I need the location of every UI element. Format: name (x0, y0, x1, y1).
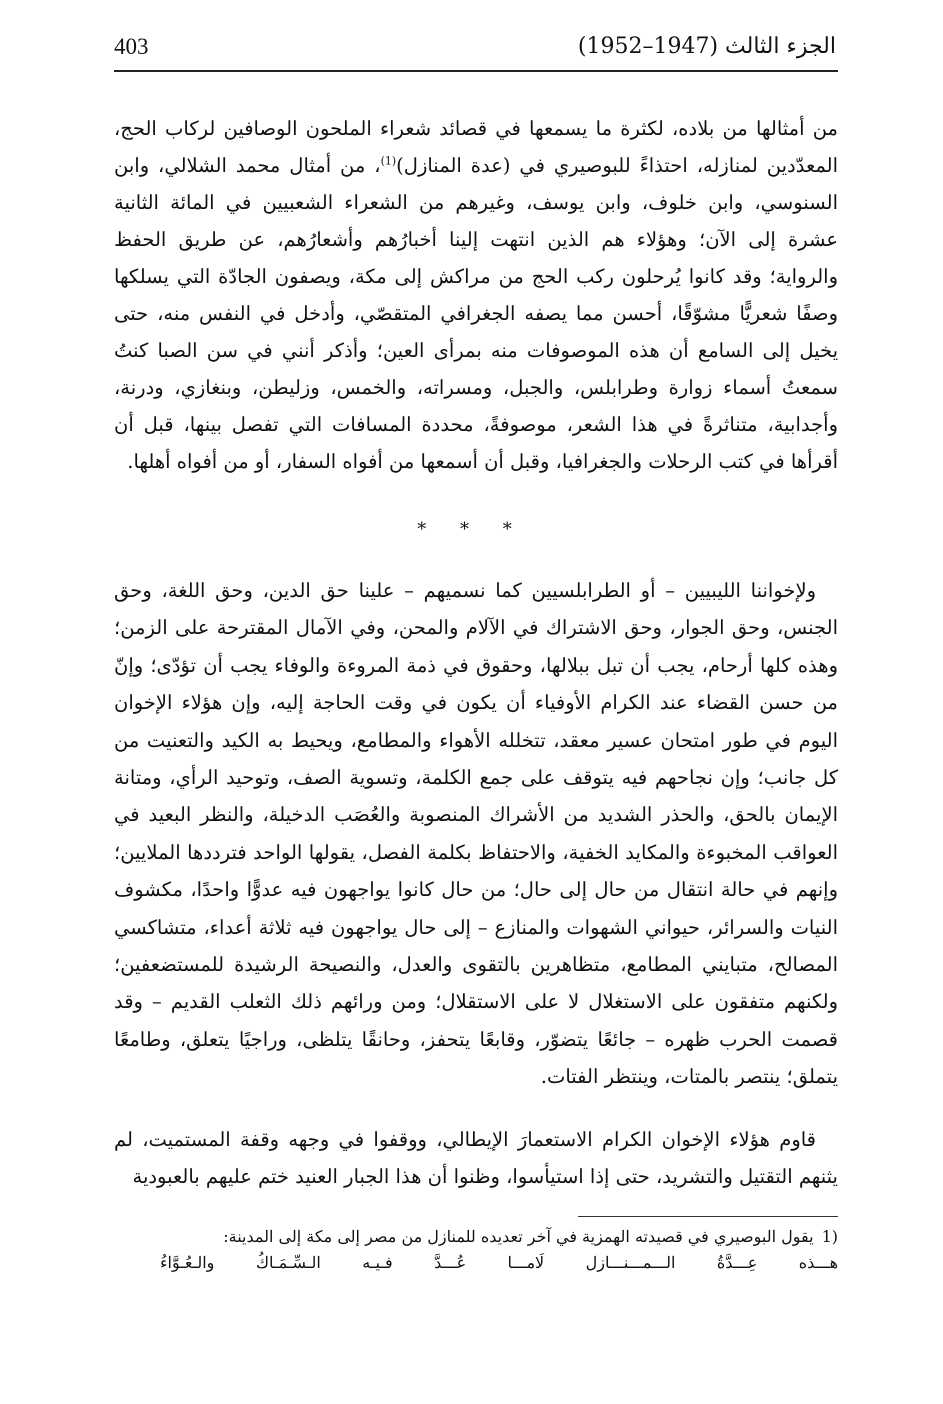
footnote (160, 1224, 838, 1276)
paragraph-3-text: قاوم هؤلاء الإخوان الكرام الاستعمارَ الإيطالي، ووقفوا في وجهه وقفة المستميت، لم يثنهم التقتيل والتشريد، حتى إذا استيأسوا، وظنوا أن هذا الجبار العنيد ختم عليهم بالعبودية (114, 1128, 838, 1188)
paragraph-1-continuation: ، من أمثال محمد الشلالي، وابن السنوسي، وابن خلوف، وابن يوسف، وغيرهم من الشعراء الشعبيين في المائة الثانية عشرة إلى الآن؛ وهؤلاء هم الذين انتهت إلينا أخبارُهم وأشعارُهم، عن طريق الحفظ والرواية؛ وقد كانوا يُرحلون ركب الحج من مراكش إلى مكة، ويصفون الجادّة التي يسلكها وصفًا شعريًّا مشوّقًا، أحسن مما يصفه الجغرافي المتقصّي، وأدخل في النفس منه، حتى يخيل إلى السامع أن هذه الموصوفات منه بمرأى العين؛ وأذكر أنني في سن الصبا كنتُ سمعتُ أسماء زوارة وطرابلس، والجبل، ومسراته، والخمس، وزليطن، وبنغازي، ودرنة، وأجدابية، متناثرةً في هذا الشعر، موصوفةً، محددة المسافات التي تفصل بينها، قبل أن أقرأها في كتب الرحلات والجغرافيا، وقبل أن أسمعها من أفواه السفار، أو من أفواه أهلها. (114, 154, 838, 473)
footnote-verse: هـــذه عِـــدَّةُ الـــمـــنـــازل لَامـــا عُـــدَّ فـيـه الـسِّـمَـاكُ والـعُـوَّاءُ (160, 1253, 838, 1272)
section-separator: * * * (417, 519, 526, 540)
footnote-ref[interactable]: (1) (380, 154, 397, 168)
footnote-text: يقول البوصيري في قصيدته الهمزية في آخر تعديده للمنازل من مصر إلى مكة إلى المدينة: (223, 1227, 814, 1246)
header-rule (114, 70, 838, 72)
footnote-number: 1) (821, 1227, 838, 1246)
page-header (114, 26, 836, 72)
paragraph-2-text: ولإخواننا الليبيين – أو الطرابلسيين كما نسميهم – علينا حق الدين، وحق اللغة، وحق الجنس، وحق الجوار، وحق الاشتراك في الآلام والمحن، وفي الآمال المقترحة على الزمن؛ وهذه كلها أرحام، يجب أن تبل ببلالها، وحقوق في ذمة المروءة والوفاء يجب أن تؤدّى؛ وإنّ من حسن القضاء عند الكرام الأوفياء أن يكون في وقت الحاجة إليه، وإن هؤلاء الإخوان اليوم في طور امتحان عسير معقد، تتخلله الأهواء والمطامع، ويحيط به الكيد والتعنيت من كل جانب؛ وإن نجاحهم فيه يتوقف على جمع الكلمة، وتسوية الصف، وتوحيد الرأي، ومتانة الإيمان بالحق، والحذر الشديد من الأشراك المنصوبة والعُصَب الدخيلة، والنظر البعيد في العواقب المخبوءة والمكايد الخفية، والاحتفاظ بكلمة الفصل، يقولها الواحد فترددها الملايين؛ وإنهم في حالة انتقال من حال إلى حال؛ من حال كانوا يواجهون فيه عدوًّا واحدًا، مكشوف النيات والسرائر، حيواني الشهوات والمنازع – إلى حال يواجهون فيه ثلاثة أعداء، متشاكسي المصالح، متبايني المطامع، متظاهرين بالتقوى والعدل، والنصيحة الرشيدة للمستضعفين؛ ولكنهم متفقون على الاستغلال لا على الاستقلال؛ ومن ورائهم ذلك الثعلب القديم – وقد قصمت الحرب ظهره – جائعًا يتضوّر، وقابعًا يتحفز، وحانقًا يتلظى، وراجيًا يتعلق، وطامعًا يتملق؛ ينتصر بالمتات، وينتظر الفتات. (114, 579, 839, 1089)
page-number: 403 (114, 34, 149, 59)
paragraph-3 (114, 1121, 838, 1195)
paragraph-1 (114, 110, 838, 480)
paragraph-2 (114, 572, 838, 1096)
footnote-rule (578, 1216, 838, 1217)
running-title: الجزء الثالث (1947–1952) (577, 34, 836, 59)
paragraph-1-text: من أمثالها من بلاده، لكثرة ما يسمعها في قصائد شعراء الملحون الوصافين لركاب الحج، المعدّدين لمنازله، احتذاءً للبوصيري في (عدة المنازل) (114, 117, 838, 177)
